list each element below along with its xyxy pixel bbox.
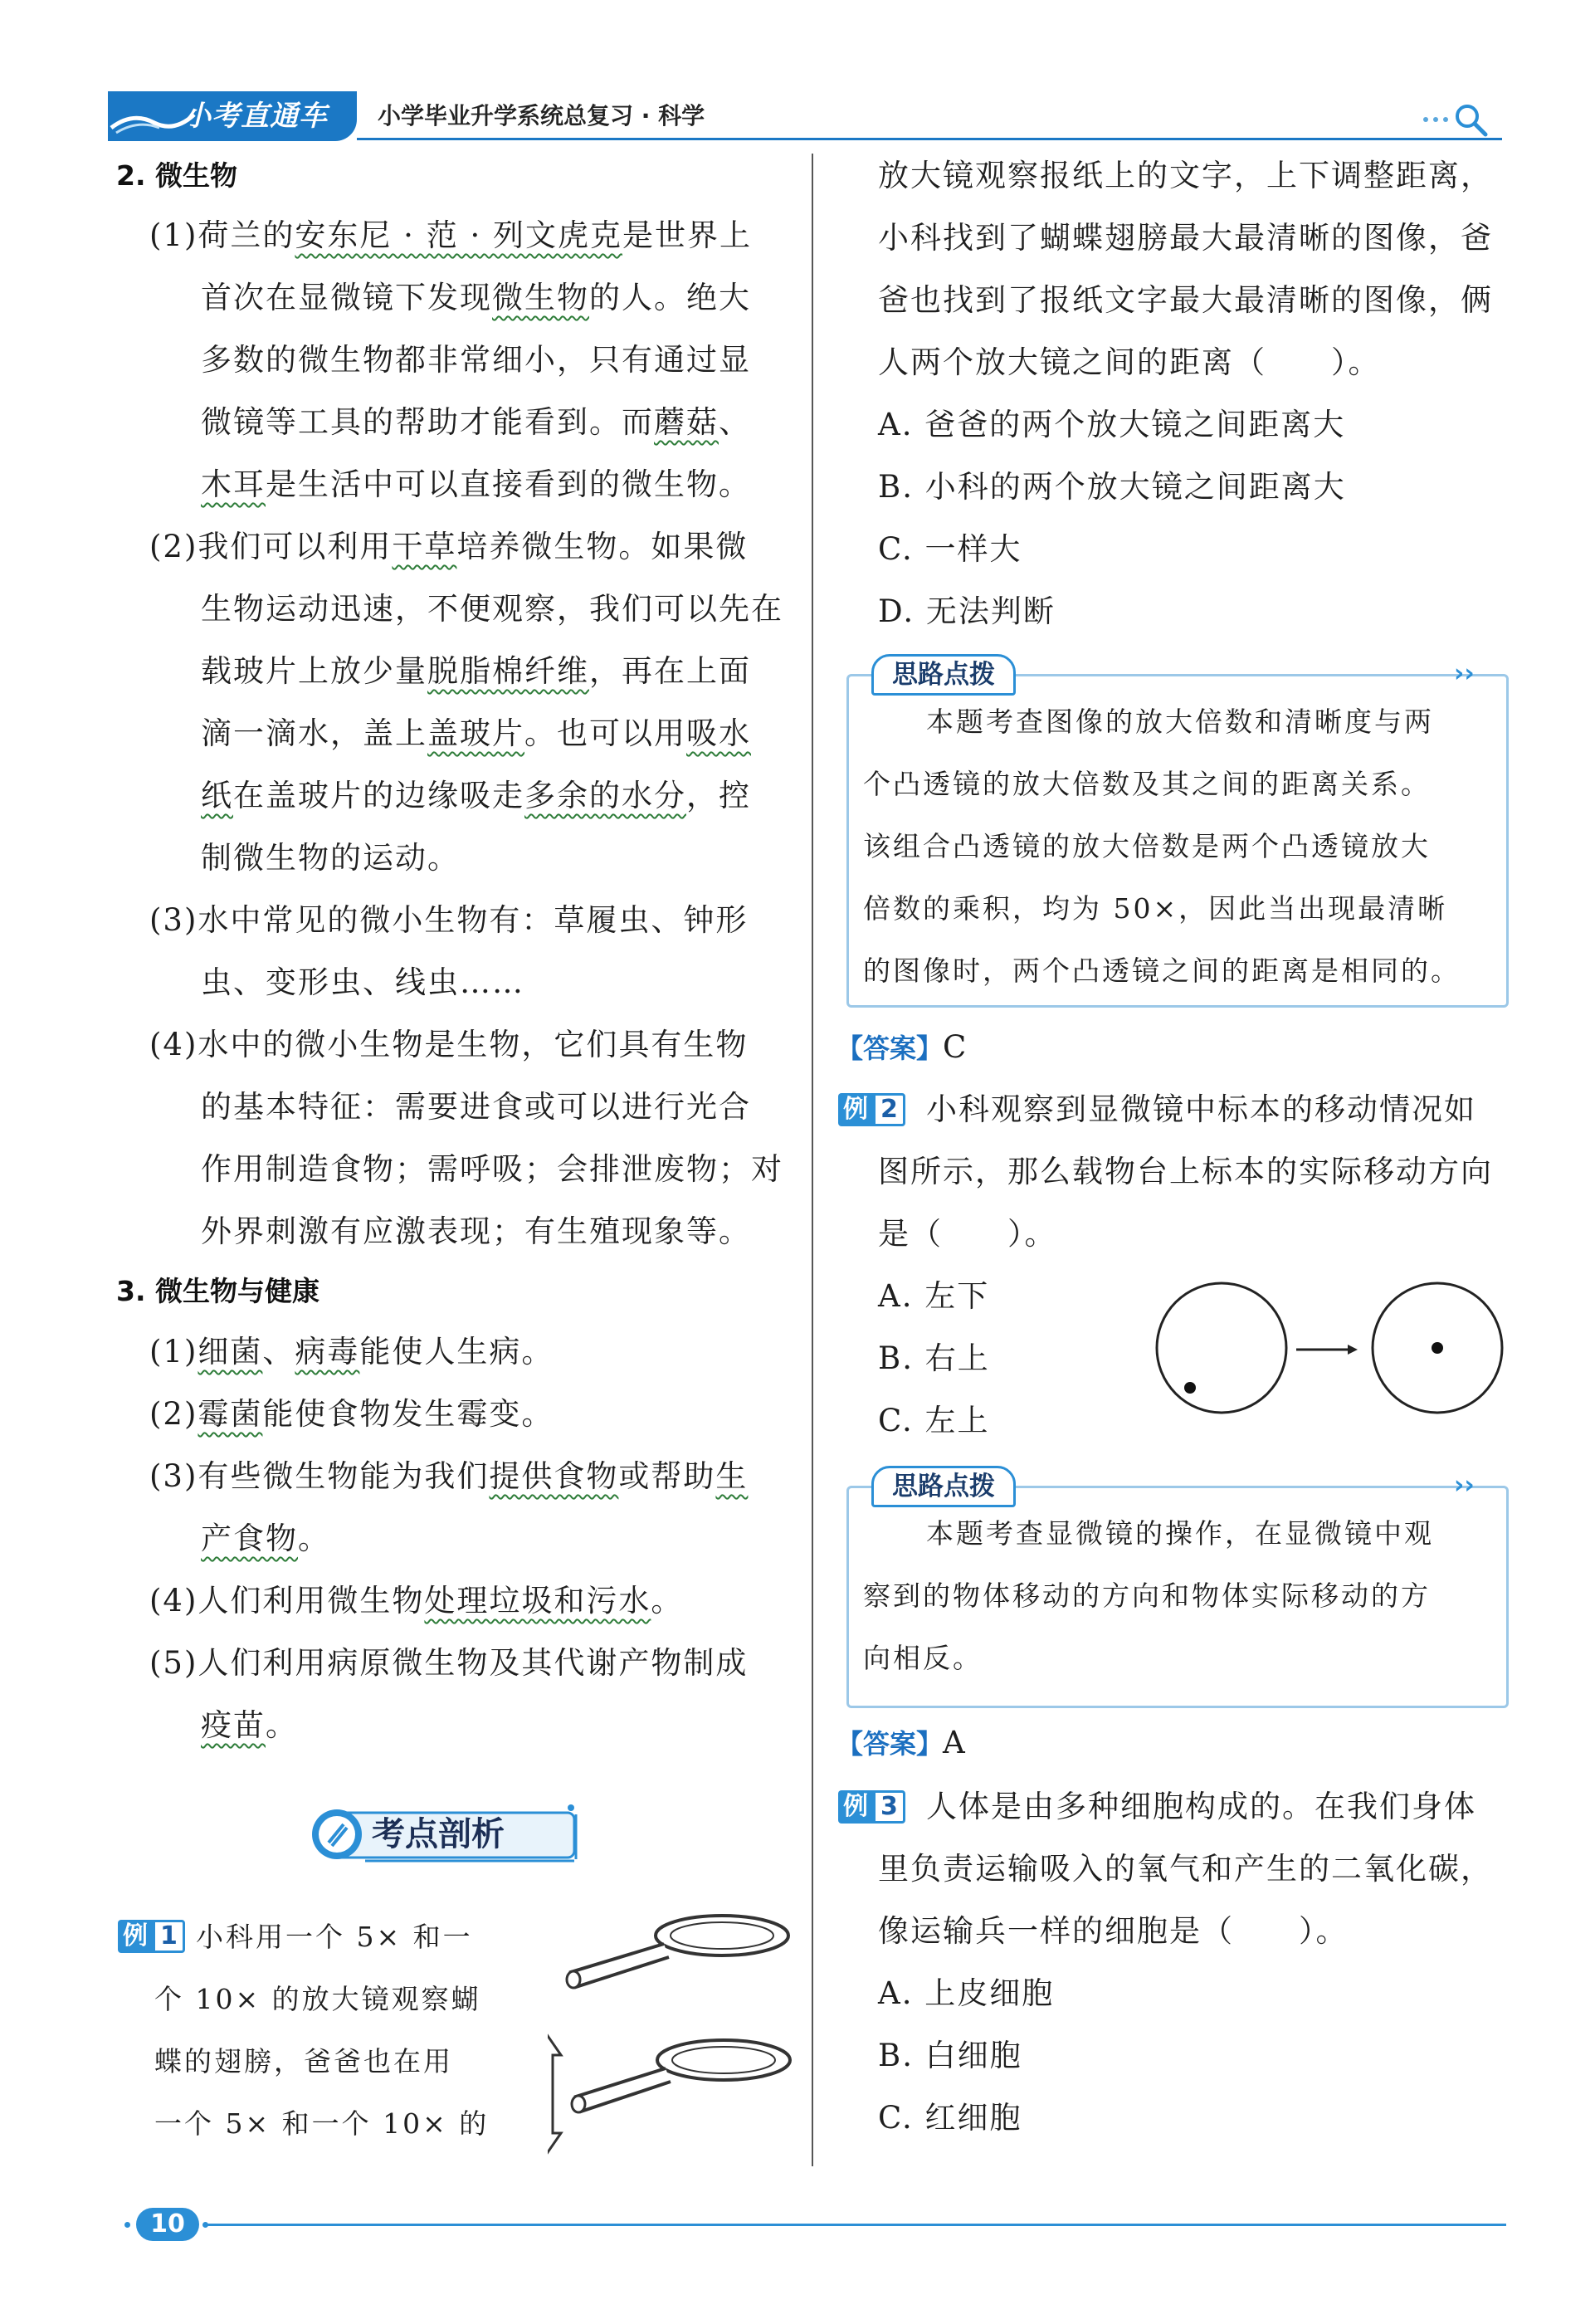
example-badge (838, 1790, 905, 1824)
section-title-health: 3. 微生物与健康 (116, 1275, 319, 1307)
paragraph-line: (3)有些微生物能为我们提供食物或帮助生 (149, 1458, 749, 1494)
paragraph-line: 疫苗。 (201, 1707, 298, 1743)
paragraph-line: 木耳是生活中可以直接看到的微生物。 (201, 466, 751, 502)
hint-text-line: 本题考查图像的放大倍数和清晰度与两 (926, 706, 1434, 738)
double-arrow-icon (548, 2034, 561, 2155)
hint-text-line: 向相反。 (863, 1642, 983, 1674)
paragraph-line: 作用制造食物；需呼吸；会排泄废物；对 (201, 1151, 783, 1187)
banner-title: 考点剖析 (372, 1815, 505, 1853)
question-line: 一个 5× 和一个 10× 的 (154, 2107, 490, 2140)
paragraph-line: 首次在显微镜下发现微生物的人。绝大 (201, 280, 751, 315)
footer-dot (124, 2222, 130, 2228)
answer-line: 【答案】A (837, 1725, 965, 1760)
question-line: 爸也找到了报纸文字最大最清晰的图像，俩 (878, 282, 1493, 318)
option-a: A. 上皮细胞 (878, 1975, 1055, 2011)
example-label: 例 (838, 1093, 873, 1126)
example-label: 例 (838, 1790, 873, 1824)
double-chevron-icon: ›› (1454, 1471, 1475, 1500)
question-line: 放大镜观察报纸上的文字，上下调整距离， (878, 158, 1493, 193)
hint-text-line: 本题考查显微镜的操作，在显微镜中观 (926, 1517, 1434, 1550)
view-circle-before (1157, 1283, 1286, 1413)
question-line: 里负责运输吸入的氧气和产生的二氧化碳， (878, 1851, 1493, 1887)
paragraph-line: (4)人们利用微生物处理垃圾和污水。 (149, 1583, 684, 1618)
search-icon (1419, 98, 1494, 138)
option-c: C. 左上 (878, 1403, 990, 1438)
paragraph-line: 载玻片上放少量脱脂棉纤维，再在上面 (201, 653, 751, 689)
section-title-microbes: 2. 微生物 (116, 159, 237, 192)
option-b: B. 白细胞 (878, 2038, 1022, 2073)
option-c: C. 一样大 (878, 531, 1022, 567)
question-line: 人两个放大镜之间的距离（ ）。 (878, 344, 1381, 380)
hint-text-line: 的图像时，两个凸透镜之间的距离是相同的。 (863, 954, 1461, 987)
option-b: B. 右上 (878, 1340, 990, 1376)
paragraph-line: (1)荷兰的安东尼 · 范 · 列文虎克是世界上 (149, 217, 752, 253)
paragraph-line: 微镜等工具的帮助才能看到。而蘑菇、 (201, 404, 751, 440)
question-line: 小科用一个 5× 和一 (196, 1921, 473, 1953)
header-title: 小学毕业升学系统总复习 · 科学 (378, 102, 705, 129)
magnifier-icon (567, 1916, 788, 1988)
paragraph-line: 的基本特征：需要进食或可以进行光合 (201, 1089, 751, 1125)
question-line: 像运输兵一样的细胞是（ ）。 (878, 1913, 1349, 1949)
specimen-dot (1184, 1382, 1196, 1394)
example-label: 例 (118, 1920, 153, 1953)
paragraph-line: 外界刺激有应激表现；有生殖现象等。 (201, 1213, 751, 1249)
option-d: D. 无法判断 (878, 593, 1056, 629)
header-rule (357, 138, 1502, 140)
question-line: 个 10× 的放大镜观察蝴 (154, 1983, 481, 2015)
question-line: 小科找到了蝴蝶翅膀最大最清晰的图像，爸 (878, 220, 1493, 256)
question-line: 图所示，那么载物台上标本的实际移动方向 (878, 1154, 1493, 1189)
option-a: A. 左下 (878, 1278, 990, 1314)
microscope-view-diagram (1150, 1278, 1515, 1428)
option-b: B. 小科的两个放大镜之间距离大 (878, 469, 1346, 505)
double-chevron-icon: ›› (1454, 659, 1475, 688)
hint-title: 思路点拨 (871, 654, 1016, 696)
paragraph-line: (4)水中的微小生物是生物，它们具有生物 (149, 1027, 749, 1062)
column-divider (812, 154, 813, 2166)
question-line: 是（ ）。 (878, 1216, 1057, 1252)
hint-title: 思路点拨 (871, 1466, 1016, 1507)
logo-text: 小考直通车 (183, 100, 328, 133)
page-number: 10 (136, 2208, 199, 2241)
magnifier-icon (572, 2040, 790, 2112)
hint-text-line: 倍数的乘积，均为 50×，因此当出现最清晰 (863, 892, 1448, 925)
question-line: 人体是由多种细胞构成的。在我们身体 (926, 1789, 1476, 1824)
example-badge (118, 1920, 185, 1953)
paragraph-line: 产食物。 (201, 1521, 330, 1556)
paragraph-line: 多数的微生物都非常细小，只有通过显 (201, 342, 751, 378)
question-line: 蝶的翅膀，爸爸也在用 (154, 2045, 453, 2077)
paragraph-line: 生物运动迅速，不便观察，我们可以先在 (201, 591, 783, 627)
paragraph-line: 制微生物的运动。 (201, 840, 460, 876)
paragraph-line: 纸在盖玻片的边缘吸走多余的水分，控 (201, 778, 751, 813)
hint-text-line: 察到的物体移动的方向和物体实际移动的方 (863, 1579, 1431, 1612)
answer-line: 【答案】C (837, 1029, 967, 1065)
paragraph-line: 滴一滴水，盖上盖玻片。也可以用吸水 (201, 715, 751, 751)
hint-text-line: 该组合凸透镜的放大倍数是两个凸透镜放大 (863, 830, 1431, 862)
hint-text-line: 个凸透镜的放大倍数及其之间的距离关系。 (863, 768, 1431, 800)
example-number: 3 (873, 1790, 905, 1824)
specimen-dot (1432, 1342, 1443, 1354)
option-c: C. 红细胞 (878, 2100, 1022, 2136)
question-line: 小科观察到显微镜中标本的移动情况如 (926, 1091, 1476, 1127)
example-badge (838, 1093, 905, 1126)
paragraph-line: (3)水中常见的微小生物有：草履虫、钟形 (149, 902, 749, 938)
paragraph-line: (1)细菌、病毒能使人生病。 (149, 1334, 554, 1370)
example-number: 2 (873, 1093, 905, 1126)
paragraph-line: (2)我们可以利用干草培养微生物。如果微 (149, 529, 749, 564)
option-a: A. 爸爸的两个放大镜之间距离大 (878, 407, 1346, 442)
footer-rule (207, 2224, 1506, 2226)
example-number: 1 (153, 1920, 185, 1953)
magnifier-illustration (548, 1901, 797, 2166)
paragraph-line: (5)人们利用病原微生物及其代谢产物制成 (149, 1645, 749, 1681)
paragraph-line: 虫、变形虫、线虫…… (201, 964, 524, 1000)
paragraph-line: (2)霉菌能使食物发生霉变。 (149, 1396, 554, 1432)
